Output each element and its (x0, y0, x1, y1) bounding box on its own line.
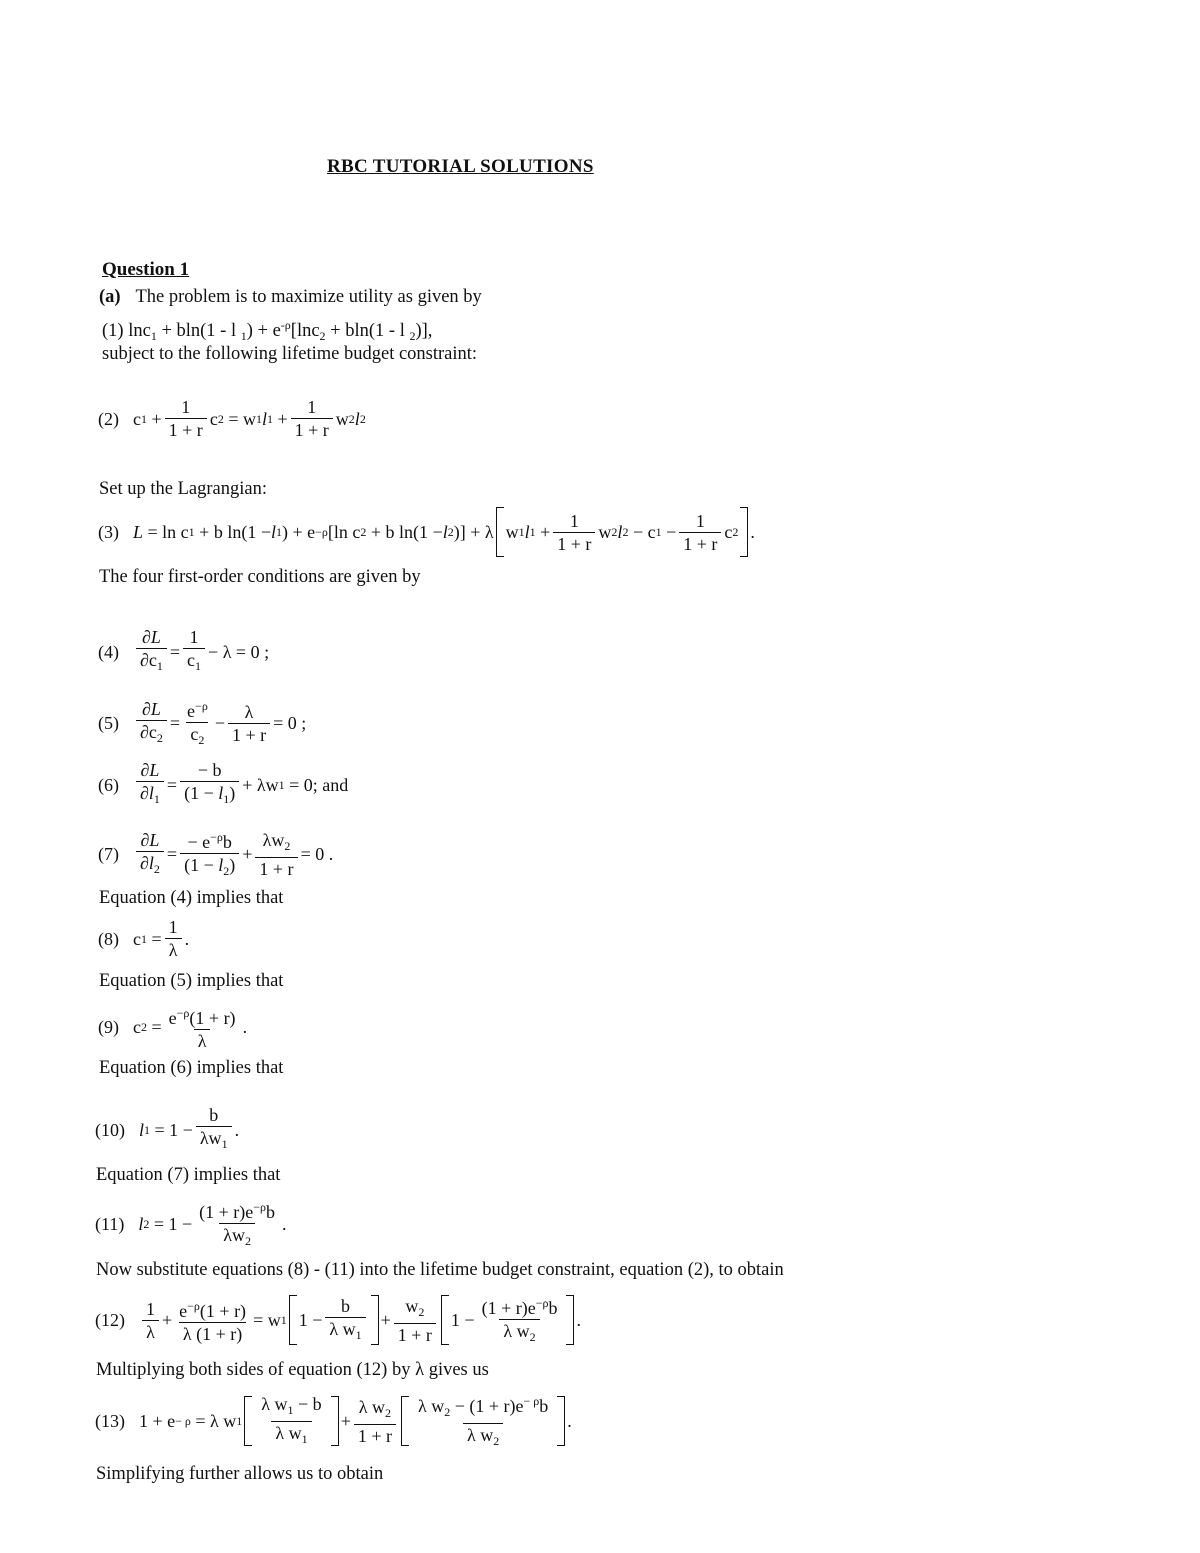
part-a-text: The problem is to maximize utility as given by (135, 287, 482, 307)
equation-9-label: (9) (98, 1017, 119, 1037)
equation-12: (12) $\frac{1}{\lambda}$ + $\frac{e^{-\rho}(1 + r)}{\lambda (1 + r)}$ = w 1 1 − $\frac{b}{\lambda w_1}$ + $\frac{w_2}{1 + r}$ 1 − $\frac{(1 + r)e^{-\rho}b}{\lambda w_2}$ . (95, 1292, 581, 1348)
implies-4: Equation (4) implies that (99, 888, 284, 908)
multiply-line: Multiplying both sides of equation (12) by λ gives us (96, 1360, 489, 1380)
equation-5-label: (5) (98, 713, 119, 733)
implies-5: Equation (5) implies that (99, 971, 284, 991)
equation-11: (11) l 2 = 1 − $\frac{(1 + r)e^{-\rho}b}{\lambda w_2}$ . (95, 1196, 287, 1252)
equation-7-label: (7) (98, 844, 119, 864)
equation-8-label: (8) (98, 928, 119, 949)
equation-6-label: (6) (98, 774, 119, 795)
page-title: RBC TUTORIAL SOLUTIONS (327, 156, 594, 177)
part-a-line (99, 286, 482, 308)
equation-8: (8) c 1 = $\frac{1}{\lambda}$ . (98, 917, 190, 960)
setup-line: Set up the Lagrangian: (99, 479, 267, 499)
implies-7: Equation (7) implies that (96, 1165, 281, 1185)
equation-9: (9) c 2 = $\frac{e^{-\rho}(1 + r)}{\lambda}$ . (98, 1006, 248, 1051)
equation-2: (2) c 1 + $\frac{1}{1 + r}$ c 2 = w 1 l 1 + $\frac{1}{1 + r}$ w 2 l 2 (98, 397, 366, 440)
implies-6: Equation (6) implies that (99, 1058, 284, 1078)
equation-10-label: (10) (95, 1119, 125, 1140)
foc-line: The four first-order conditions are given by (99, 567, 421, 587)
part-a-label: (a) (99, 287, 121, 307)
equation-6: (6) $\frac{\partial L}{\partial l_1}$ = $\frac{- b}{(1 - l_1)}$ + λw 1 = 0 ; and (98, 759, 348, 810)
equation-2-label: (2) (98, 408, 119, 429)
question-heading: Question 1 (102, 259, 190, 280)
equation-4-label: (4) (98, 641, 119, 662)
equation-4: (4) $\frac{\partial L}{\partial c_1}$ = $\frac{1}{c_1}$ − λ = 0 ; (98, 626, 269, 677)
equation-12-label: (12) (95, 1310, 125, 1330)
equation-13-label: (13) (95, 1411, 125, 1431)
equation-3: (3) L = ln c 1 + b ln(1 − l 1 ) + e −ρ [ln c 2 + b ln(1 − l 2 )] + λ w 1 l 1 + $\frac{1}{1 + r}$ w 2 l 2 − c 1 − $\frac{1}{1 + r}$ c 2 . (98, 507, 755, 557)
equation-5: (5) $\frac{\partial L}{\partial c_2}$ = $\frac{e^{-\rho}}{c_2}$ − $\frac{\lambda}{1 + r}$ = 0 ; (98, 695, 306, 751)
simplify-line: Simplifying further allows us to obtain (96, 1464, 384, 1484)
equation-3-label: (3) (98, 522, 119, 542)
equation-13: (13) 1 + e − ρ = λ w 1 $\frac{\lambda w_1 - b}{\lambda w_1}$ + $\frac{\lambda w_2}{1 + r}$ $\frac{\lambda w_2 - (1 + r)e^{- \rho}b}{\lambda w_2}$ . (95, 1390, 572, 1452)
equation-10: (10) l 1 = 1 − $\frac{b}{\lambda w_1}$ . (95, 1104, 239, 1155)
equation-1-label: (1) (102, 321, 124, 341)
equation-11-label: (11) (95, 1214, 125, 1234)
equation-7: (7) $\frac{\partial L}{\partial l_2}$ = $\frac{- e^{-\rho}b}{(1 - l_2)}$ + $\frac{\lambda w_2}{1 + r}$ = 0 . (98, 826, 333, 882)
substitute-line: Now substitute equations (8) - (11) into the lifetime budget constraint, equation (2), to obtain (96, 1260, 784, 1280)
equation-6-suffix: ; and (312, 774, 349, 795)
subject-line: subject to the following lifetime budget constraint: (102, 344, 478, 364)
equation-1-body: lnc$_1$ + bln(1 - l $_1) + e^{-\rho}[\ln c_2 + bln(1 - l$ $_2$)], (128, 318, 433, 343)
